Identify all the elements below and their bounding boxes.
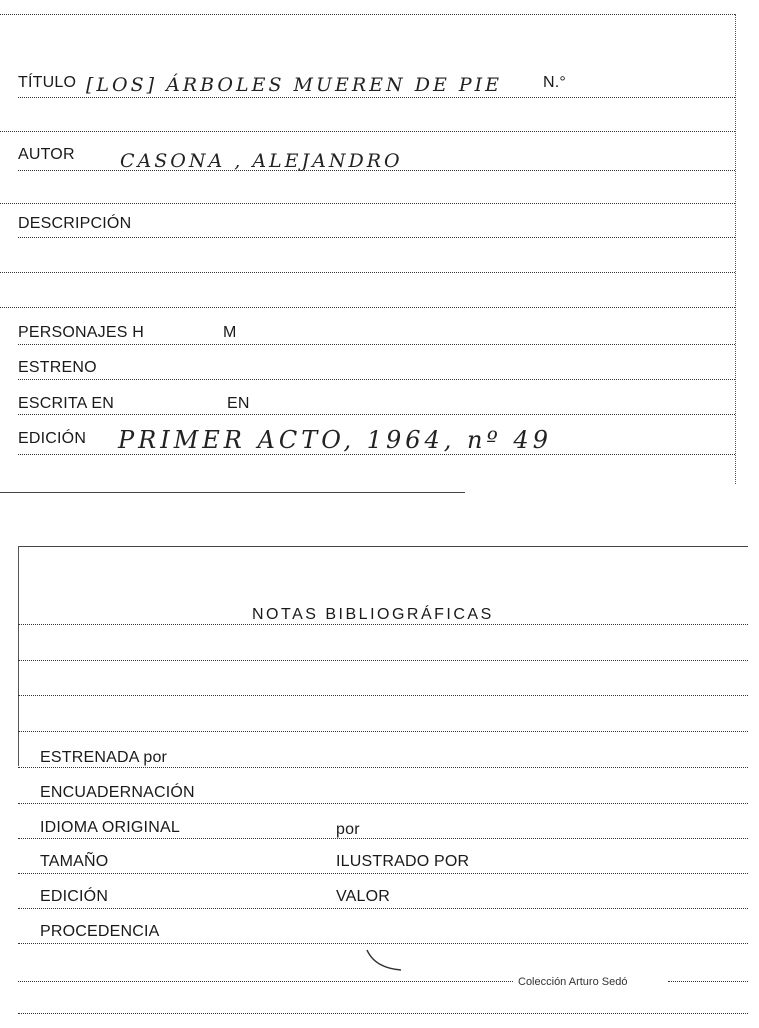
estreno-rule <box>18 379 735 380</box>
procedencia-label: PROCEDENCIA <box>40 923 160 940</box>
procedencia-rule <box>18 943 748 944</box>
edicion-label: EDICIÓN <box>18 430 87 447</box>
autor-value: CASONA , ALEJANDRO <box>120 150 403 172</box>
personajes-m-label: M <box>223 324 237 341</box>
bottom-rule <box>18 1013 748 1014</box>
titulo-rule <box>18 97 735 98</box>
descripcion-rule-3 <box>0 307 735 308</box>
descripcion-rule <box>18 237 735 238</box>
notes-top-border <box>18 546 748 547</box>
edicion-value: PRIMER ACTO, 1964, nº 49 <box>118 426 552 454</box>
autor-label: AUTOR <box>18 146 75 163</box>
escrita-en-label: ESCRITA EN <box>18 395 114 412</box>
por-label: por <box>336 821 360 838</box>
notes-title: NOTAS BIBLIOGRÁFICAS <box>252 606 494 623</box>
estreno-label: ESTRENO <box>18 359 97 376</box>
autor-rule-2 <box>0 203 735 204</box>
notes-rule-3 <box>18 695 748 696</box>
descripcion-label: DESCRIPCIÓN <box>18 215 132 232</box>
footer-rule-left <box>18 981 513 982</box>
pen-stroke-mark <box>365 948 405 974</box>
autor-rule <box>18 170 735 171</box>
idioma-label: IDIOMA ORIGINAL <box>40 819 180 836</box>
idioma-rule <box>18 838 748 839</box>
numero-label: N.° <box>543 74 566 91</box>
tamano-label: TAMAÑO <box>40 853 109 870</box>
estrenada-label: ESTRENADA por <box>40 749 168 766</box>
notes-left-border <box>18 546 19 766</box>
titulo-rule-2 <box>0 131 735 132</box>
edicion2-rule <box>18 908 748 909</box>
encuadernacion-rule <box>18 803 748 804</box>
titulo-label: TÍTULO <box>18 74 77 91</box>
descripcion-rule-2 <box>0 272 735 273</box>
titulo-value: [LOS] ÁRBOLES MUEREN DE PIE <box>86 74 503 96</box>
valor-label: VALOR <box>336 888 391 905</box>
estrenada-rule <box>18 767 748 768</box>
card-bottom-border <box>0 492 465 493</box>
card-top-border <box>0 14 735 15</box>
ilustrado-label: ILUSTRADO POR <box>336 853 470 870</box>
collection-footer: Colección Arturo Sedó <box>518 976 628 988</box>
personajes-rule <box>18 344 735 345</box>
encuadernacion-label: ENCUADERNACIÓN <box>40 784 195 801</box>
notes-rule-2 <box>18 660 748 661</box>
edicion-rule <box>18 454 735 455</box>
escrita-rule <box>18 414 735 415</box>
tamano-rule <box>18 873 748 874</box>
notes-rule-1 <box>18 624 748 625</box>
en-label: EN <box>227 395 250 412</box>
personajes-label: PERSONAJES H <box>18 324 144 341</box>
notes-rule-4 <box>18 731 748 732</box>
footer-rule-right <box>668 981 748 982</box>
card-right-border <box>735 14 736 484</box>
edicion2-label: EDICIÓN <box>40 888 109 905</box>
